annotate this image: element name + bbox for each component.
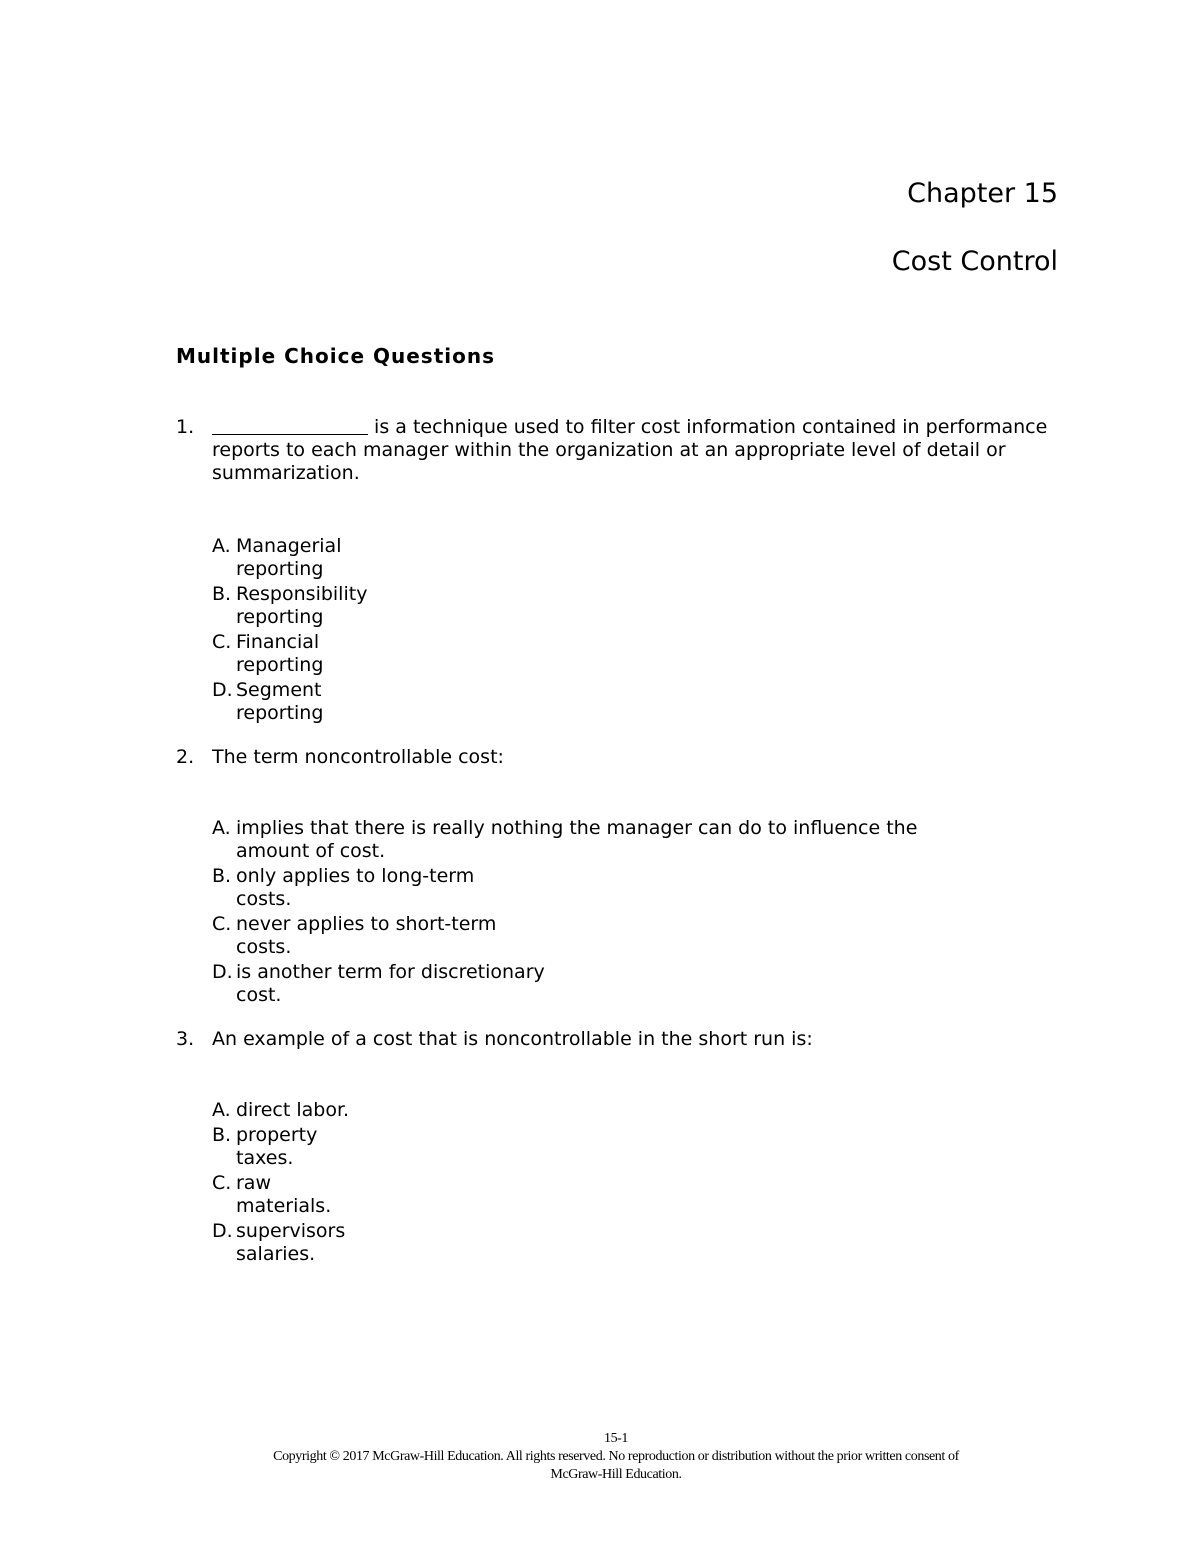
option-letter: A. xyxy=(212,817,231,839)
question-stem: An example of a cost that is noncontrollable in the short run is: xyxy=(212,1028,813,1050)
option-text: property taxes. xyxy=(236,1124,318,1169)
question-number: 1. xyxy=(176,416,195,438)
option-letter: C. xyxy=(212,631,232,653)
option-b[interactable] xyxy=(212,865,512,911)
option-text: Managerial reporting xyxy=(236,535,342,580)
page-number: 15-1 xyxy=(603,1431,629,1446)
option-d[interactable] xyxy=(212,961,562,1007)
option-text: implies that there is really nothing the manager can do to influence the amount of cost. xyxy=(236,817,918,862)
question-number: 2. xyxy=(176,746,195,768)
page-footer xyxy=(0,1430,1200,1484)
option-text: Segment reporting xyxy=(236,679,324,724)
question-3 xyxy=(176,1028,1056,1051)
option-letter: B. xyxy=(212,865,232,887)
option-text: direct labor. xyxy=(236,1099,350,1121)
option-text: Financial reporting xyxy=(236,631,324,676)
option-d[interactable] xyxy=(212,679,382,725)
option-letter: D. xyxy=(212,961,233,983)
option-text: is another term for discretionary cost. xyxy=(236,961,545,1006)
option-text: only applies to long-term costs. xyxy=(236,865,475,910)
question-2-options xyxy=(212,817,952,1009)
option-b[interactable] xyxy=(212,1124,362,1170)
question-stem: The term noncontrollable cost: xyxy=(212,746,504,768)
question-number: 3. xyxy=(176,1028,195,1050)
option-a[interactable] xyxy=(212,817,952,863)
option-text: Responsibility reporting xyxy=(236,583,368,628)
question-1 xyxy=(176,416,1056,485)
question-stem: is a technique used to filter cost information contained in performance reports to each manager within the organization at an appropriate level of detail or summarization. xyxy=(212,416,1048,484)
question-2 xyxy=(176,746,1056,769)
option-letter: B. xyxy=(212,1124,232,1146)
chapter-number: Chapter 15 xyxy=(907,178,1058,209)
question-3-options xyxy=(212,1099,362,1268)
option-d[interactable] xyxy=(212,1220,362,1266)
question-text xyxy=(212,416,1056,485)
option-c[interactable] xyxy=(212,913,522,959)
option-text: raw materials. xyxy=(236,1172,332,1217)
option-letter: D. xyxy=(212,1220,233,1242)
chapter-title: Cost Control xyxy=(891,246,1058,277)
option-letter: A. xyxy=(212,535,231,557)
copyright-line-2: McGraw-Hill Education. xyxy=(550,1467,682,1482)
option-letter: C. xyxy=(212,1172,232,1194)
option-c[interactable] xyxy=(212,1172,362,1218)
option-c[interactable] xyxy=(212,631,382,677)
option-text: supervisors salaries. xyxy=(236,1220,346,1265)
option-a[interactable] xyxy=(212,535,382,581)
fill-in-blank xyxy=(212,416,368,435)
option-letter: B. xyxy=(212,583,232,605)
option-letter: D. xyxy=(212,679,233,701)
question-1-options xyxy=(212,535,382,727)
option-letter: A. xyxy=(212,1099,231,1121)
option-a[interactable] xyxy=(212,1099,362,1122)
section-heading: Multiple Choice Questions xyxy=(176,344,496,368)
option-letter: C. xyxy=(212,913,232,935)
option-text: never applies to short-term costs. xyxy=(236,913,497,958)
copyright-line-1: Copyright © 2017 McGraw-Hill Education. All rights reserved. No reproduction or distribution without the prior written consent of xyxy=(273,1449,959,1464)
option-b[interactable] xyxy=(212,583,382,629)
